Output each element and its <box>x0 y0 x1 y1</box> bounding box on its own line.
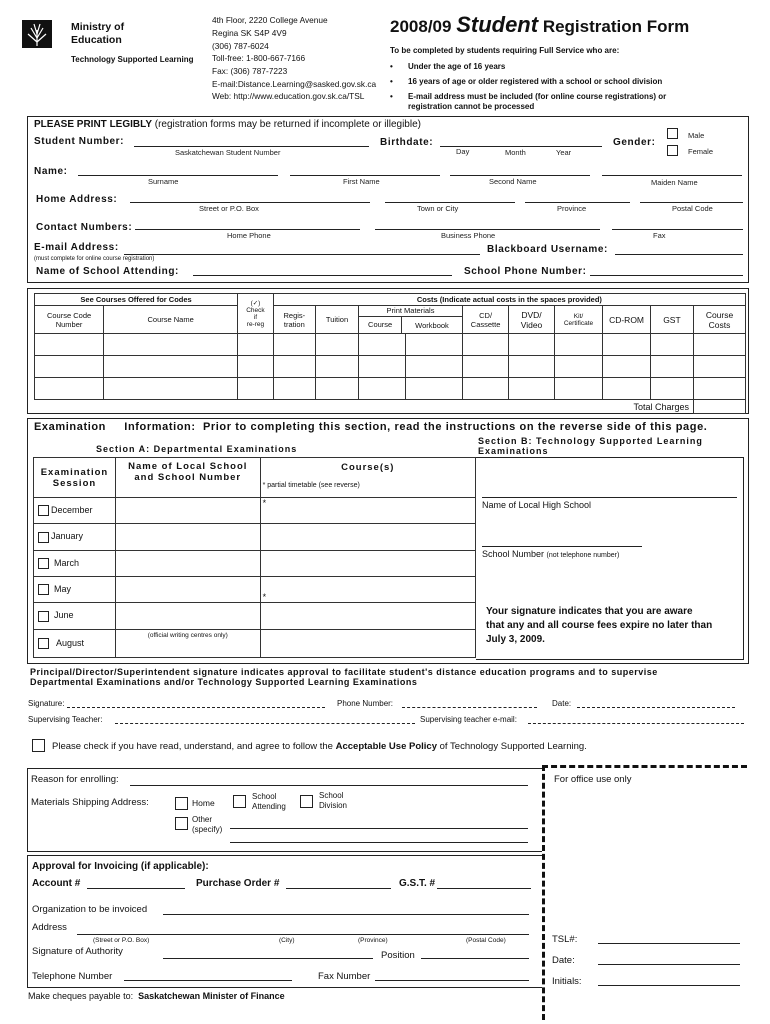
fax-number-field[interactable] <box>375 980 529 981</box>
month-caption: Month <box>505 148 526 157</box>
maiden-name-caption: Maiden Name <box>651 178 698 187</box>
school-cell[interactable] <box>115 603 260 630</box>
principal-statement-1: Principal/Director/Superintendent signature indicates approval to facilitate student's distance education programs and to supervise <box>30 667 658 677</box>
check-mark: (✓) <box>250 299 261 307</box>
blackboard-field[interactable] <box>615 254 743 255</box>
courses-cell[interactable] <box>260 630 475 658</box>
initials-field[interactable] <box>598 985 740 986</box>
gender-label: Gender: <box>613 137 656 148</box>
see-courses-header: See Courses Offered for Codes <box>35 294 238 306</box>
title-student: Student <box>456 12 539 37</box>
birthdate-label: Birthdate: <box>380 137 434 148</box>
office-divider-left <box>542 765 545 1020</box>
teacher-email-label: Supervising teacher e-mail: <box>420 715 517 724</box>
school-division-label-2: Division <box>319 801 348 810</box>
male-label: Male <box>688 131 705 140</box>
print-bold: PLEASE PRINT LEGIBLY <box>34 119 152 130</box>
local-school-header: Name of Local School <box>128 461 248 472</box>
course-costs-header-2: Costs <box>708 319 731 330</box>
ministry-name-2: Education <box>71 34 122 46</box>
courses-cell[interactable] <box>260 603 475 630</box>
phone-label: Phone Number: <box>337 699 394 708</box>
teacher-field[interactable] <box>115 723 415 724</box>
address-email: E-mail:Distance.Learning@sasked.gov.sk.ca <box>212 79 377 89</box>
telephone-label: Telephone Number <box>32 971 113 982</box>
street-caption: (Street or P.O. Box) <box>93 937 150 944</box>
other-field-2[interactable] <box>230 842 528 843</box>
school-attending-checkbox[interactable] <box>233 795 246 808</box>
date-field[interactable] <box>577 707 735 708</box>
print-materials-header: Print Materials <box>359 306 462 317</box>
business-phone-caption: Business Phone <box>441 231 496 240</box>
student-number-field[interactable] <box>134 146 369 147</box>
contact-numbers-label: Contact Numbers: <box>36 222 133 233</box>
materials-label: Materials Shipping Address: <box>31 797 149 808</box>
second-name-field[interactable] <box>450 175 590 176</box>
first-name-field[interactable] <box>290 175 440 176</box>
print-rest: (registration forms may be returned if incomplete or illegible) <box>154 119 421 130</box>
title-rest: Registration Form <box>542 17 690 36</box>
school-attending-label: School <box>252 792 277 801</box>
street-field[interactable] <box>130 202 370 203</box>
if-header: if <box>253 313 258 321</box>
certificate-header: Certificate <box>563 319 594 327</box>
student-number-label: Student Number: <box>34 136 125 147</box>
account-field[interactable] <box>87 888 185 889</box>
other-label: Other <box>192 815 213 824</box>
local-school-header-2: and School Number <box>134 472 242 483</box>
ministry-logo <box>22 20 52 48</box>
office-date-field[interactable] <box>598 964 740 965</box>
school-attending-label-2: Attending <box>252 802 286 811</box>
kit-header: Kit/ <box>573 312 584 320</box>
policy-checkbox[interactable] <box>32 739 45 752</box>
second-name-caption: Second Name <box>489 177 537 186</box>
teacher-email-field[interactable] <box>528 723 744 724</box>
position-label: Position <box>381 950 415 961</box>
signature-notice-1: Your signature indicates that you are aware <box>486 606 693 617</box>
approval-heading: Approval for Invoicing (if applicable): <box>32 861 209 872</box>
position-field[interactable] <box>421 958 529 959</box>
session-header: Examination <box>40 466 109 478</box>
address-label: Address <box>32 922 67 933</box>
address-fax: Fax: (306) 787-7223 <box>212 66 288 76</box>
teacher-label: Supervising Teacher: <box>28 715 103 724</box>
signature-label: Signature: <box>28 699 65 708</box>
month-label: August <box>56 637 85 648</box>
course-row[interactable] <box>35 334 746 356</box>
asterisk: * <box>262 592 267 602</box>
school-cell[interactable] <box>115 524 260 551</box>
school-number-text: School Number <box>482 549 545 559</box>
email-label: E-mail Address: <box>34 242 119 253</box>
check-header: Check <box>246 306 265 314</box>
other-label-2: (specify) <box>192 825 223 834</box>
school-number-note: (not telephone number) <box>546 552 620 559</box>
title-year: 2008/09 <box>390 17 452 36</box>
footer-payee: Saskatchewan Minister of Finance <box>138 991 285 1001</box>
exam-heading: Examination Information: Prior to completing this section, read the instructions on the reverse side of this page. <box>34 421 708 433</box>
course-row[interactable] <box>35 378 746 400</box>
phone-field[interactable] <box>402 707 537 708</box>
course-row[interactable] <box>35 356 746 378</box>
name-label: Name: <box>34 166 68 177</box>
form-title <box>390 12 689 38</box>
section-b-heading-2: Examinations <box>478 446 549 456</box>
acceptable-use-policy[interactable]: Acceptable Use Policy <box>335 741 437 752</box>
requirement-3a: E-mail address must be included (for online course registrations) or <box>408 92 667 101</box>
address-web: Web: http://www.education.gov.sk.ca/TSL <box>212 91 365 101</box>
exam-table <box>33 457 476 658</box>
home-phone-caption: Home Phone <box>227 231 271 240</box>
school-phone-label: School Phone Number: <box>464 266 587 277</box>
requirement-2: 16 years of age or older registered with a school or school division <box>408 77 663 86</box>
organization-field[interactable] <box>163 914 529 915</box>
print-notice <box>34 119 421 130</box>
may-checkbox[interactable] <box>38 584 49 595</box>
organization-label: Organization to be invoiced <box>32 904 148 915</box>
signature-notice-2: that any and all course fees expire no later than <box>486 620 713 631</box>
business-phone-field[interactable] <box>375 229 600 230</box>
tsl-field[interactable] <box>598 943 740 944</box>
school-field[interactable] <box>193 275 452 276</box>
authority-field[interactable] <box>163 958 373 959</box>
gst-number-field[interactable] <box>437 888 531 889</box>
total-charges-field[interactable] <box>694 400 746 414</box>
other-checkbox[interactable] <box>175 817 188 830</box>
footer-note <box>28 991 285 1001</box>
rereg-header: re-reg <box>246 320 265 328</box>
school-number-caption <box>482 549 619 559</box>
session-header-2: Session <box>52 477 97 489</box>
course-name-header: Course Name <box>104 306 238 334</box>
courses-cell[interactable] <box>260 524 475 551</box>
march-checkbox[interactable] <box>38 558 49 569</box>
postal-caption: (Postal Code) <box>466 937 506 944</box>
surname-field[interactable] <box>78 175 278 176</box>
fax-field[interactable] <box>612 229 743 230</box>
office-date-label: Date: <box>552 955 575 966</box>
sask-sn-caption: Saskatchewan Student Number <box>175 148 281 157</box>
bullet: • <box>390 92 393 101</box>
date-label: Date: <box>552 699 572 708</box>
street-caption: Street or P.O. Box <box>199 204 259 213</box>
initials-label: Initials: <box>552 976 582 987</box>
section-b-heading: Section B: Technology Supported Learning <box>478 436 703 446</box>
home-phone-field[interactable] <box>135 229 360 230</box>
costs-header: Costs (Indicate actual costs in the spaces provided) <box>273 294 745 306</box>
program-name: Technology Supported Learning <box>71 55 194 64</box>
first-name-caption: First Name <box>343 177 380 186</box>
town-caption: Town or City <box>417 204 459 213</box>
tuition-header: Tuition <box>315 306 358 334</box>
registration-header-2: tration <box>283 319 305 329</box>
cassette-header: Cassette <box>470 319 501 329</box>
school-number-field[interactable] <box>482 546 642 547</box>
fax-caption: Fax <box>653 231 666 240</box>
invoice-section <box>27 855 542 988</box>
blackboard-label: Blackboard Username: <box>487 244 608 255</box>
ministry-name-1: Ministry of <box>71 21 125 33</box>
address-tollfree: Toll-free: 1-800-667-7166 <box>212 53 306 63</box>
po-field[interactable] <box>286 888 391 889</box>
school-cell[interactable] <box>115 498 260 524</box>
june-checkbox[interactable] <box>38 611 49 622</box>
email-note: (must complete for online course registration) <box>34 256 155 262</box>
cdrom-header: CD-ROM <box>603 306 651 334</box>
course-materials-header: Course <box>359 317 402 333</box>
registration-header: Regis- <box>283 310 306 320</box>
province-field[interactable] <box>525 202 630 203</box>
bullet: • <box>390 77 393 86</box>
school-division-checkbox[interactable] <box>300 795 313 808</box>
footer-pre: Make cheques payable to: <box>28 991 134 1001</box>
principal-statement-2: Departmental Examinations and/or Technology Supported Learning Examinations <box>30 677 418 687</box>
wheat-logo-icon <box>22 20 52 48</box>
tsl-label: TSL#: <box>552 934 578 945</box>
female-label: Female <box>688 147 714 156</box>
local-high-school-field[interactable] <box>482 497 737 498</box>
requirement-1: Under the age of 16 years <box>408 62 506 71</box>
courses-cell[interactable] <box>260 577 475 603</box>
office-use-label: For office use only <box>554 774 632 785</box>
town-field[interactable] <box>385 202 515 203</box>
policy-pre: Please check if you have read, understand, and agree to follow the <box>52 741 333 752</box>
home-label: Home <box>192 798 215 808</box>
school-division-label: School <box>319 791 344 800</box>
female-checkbox[interactable] <box>667 145 678 156</box>
reason-field[interactable] <box>130 785 528 786</box>
address-line: Regina SK S4P 4V9 <box>212 28 287 38</box>
surname-caption: Surname <box>148 177 179 186</box>
signature-notice-3: July 3, 2009. <box>486 634 545 645</box>
postal-code-caption: Postal Code <box>672 204 713 213</box>
school-phone-field[interactable] <box>590 275 743 276</box>
total-charges-label: Total Charges <box>35 400 694 414</box>
day-caption: Day <box>456 147 470 156</box>
local-high-school-caption: Name of Local High School <box>482 500 592 510</box>
city-caption: (City) <box>279 937 295 944</box>
course-code-header: Course Code <box>46 310 92 320</box>
province-caption: (Province) <box>358 937 388 944</box>
account-label: Account # <box>32 878 81 889</box>
course-code-header-2: Number <box>55 319 83 329</box>
invoice-address-field[interactable] <box>77 934 529 935</box>
course-costs-header: Course <box>705 309 734 320</box>
signature-field[interactable] <box>67 707 325 708</box>
cd-header: CD/ <box>479 310 493 320</box>
address-line: 4th Floor, 2220 College Avenue <box>212 15 328 25</box>
courses-cell[interactable] <box>260 498 475 524</box>
january-checkbox[interactable] <box>38 532 49 543</box>
month-label: March <box>54 557 80 568</box>
dvd-header: DVD/ <box>521 309 542 320</box>
requirement-3b: registration cannot be processed <box>408 102 535 111</box>
male-checkbox[interactable] <box>667 128 678 139</box>
asterisk: * <box>262 498 267 508</box>
year-caption: Year <box>556 148 572 157</box>
bullet: • <box>390 62 393 71</box>
telephone-field[interactable] <box>124 980 292 981</box>
month-label: May <box>54 583 72 594</box>
courses-header: Course(s) <box>341 462 395 473</box>
school-label: Name of School Attending: <box>36 266 179 277</box>
month-label: June <box>54 610 74 621</box>
postal-code-field[interactable] <box>640 202 743 203</box>
month-label: December <box>51 504 93 515</box>
address-phone: (306) 787-6024 <box>212 41 269 51</box>
courses-table <box>34 293 746 414</box>
email-field[interactable] <box>124 254 480 255</box>
august-checkbox[interactable] <box>38 638 49 649</box>
po-label: Purchase Order # <box>196 878 280 889</box>
other-field[interactable] <box>230 828 528 829</box>
requirements-intro: To be completed by students requiring Full Service who are: <box>390 46 620 55</box>
month-label: January <box>51 531 84 542</box>
section-a-heading: Section A: Departmental Examinations <box>96 444 298 454</box>
video-header: Video <box>520 319 543 330</box>
december-checkbox[interactable] <box>38 505 49 516</box>
maiden-name-field[interactable] <box>602 175 742 176</box>
policy-post: of Technology Supported Learning. <box>439 741 587 752</box>
office-divider-top <box>542 765 747 769</box>
writing-centres-note: (official writing centres only) <box>115 630 260 658</box>
authority-label: Signature of Authority <box>32 946 123 957</box>
home-address-label: Home Address: <box>36 194 118 205</box>
school-cell[interactable] <box>115 551 260 577</box>
workbook-header: Workbook <box>415 320 449 330</box>
gst-header: GST <box>650 306 693 334</box>
province-caption: Province <box>557 204 587 213</box>
home-checkbox[interactable] <box>175 797 188 810</box>
reason-label: Reason for enrolling: <box>31 774 119 785</box>
gst-number-label: G.S.T. # <box>399 878 436 889</box>
fax-number-label: Fax Number <box>318 971 371 982</box>
school-cell[interactable] <box>115 577 260 603</box>
courses-cell[interactable] <box>260 551 475 577</box>
policy-text <box>52 741 587 752</box>
partial-timetable-note: * partial timetable (see reverse) <box>262 482 360 489</box>
